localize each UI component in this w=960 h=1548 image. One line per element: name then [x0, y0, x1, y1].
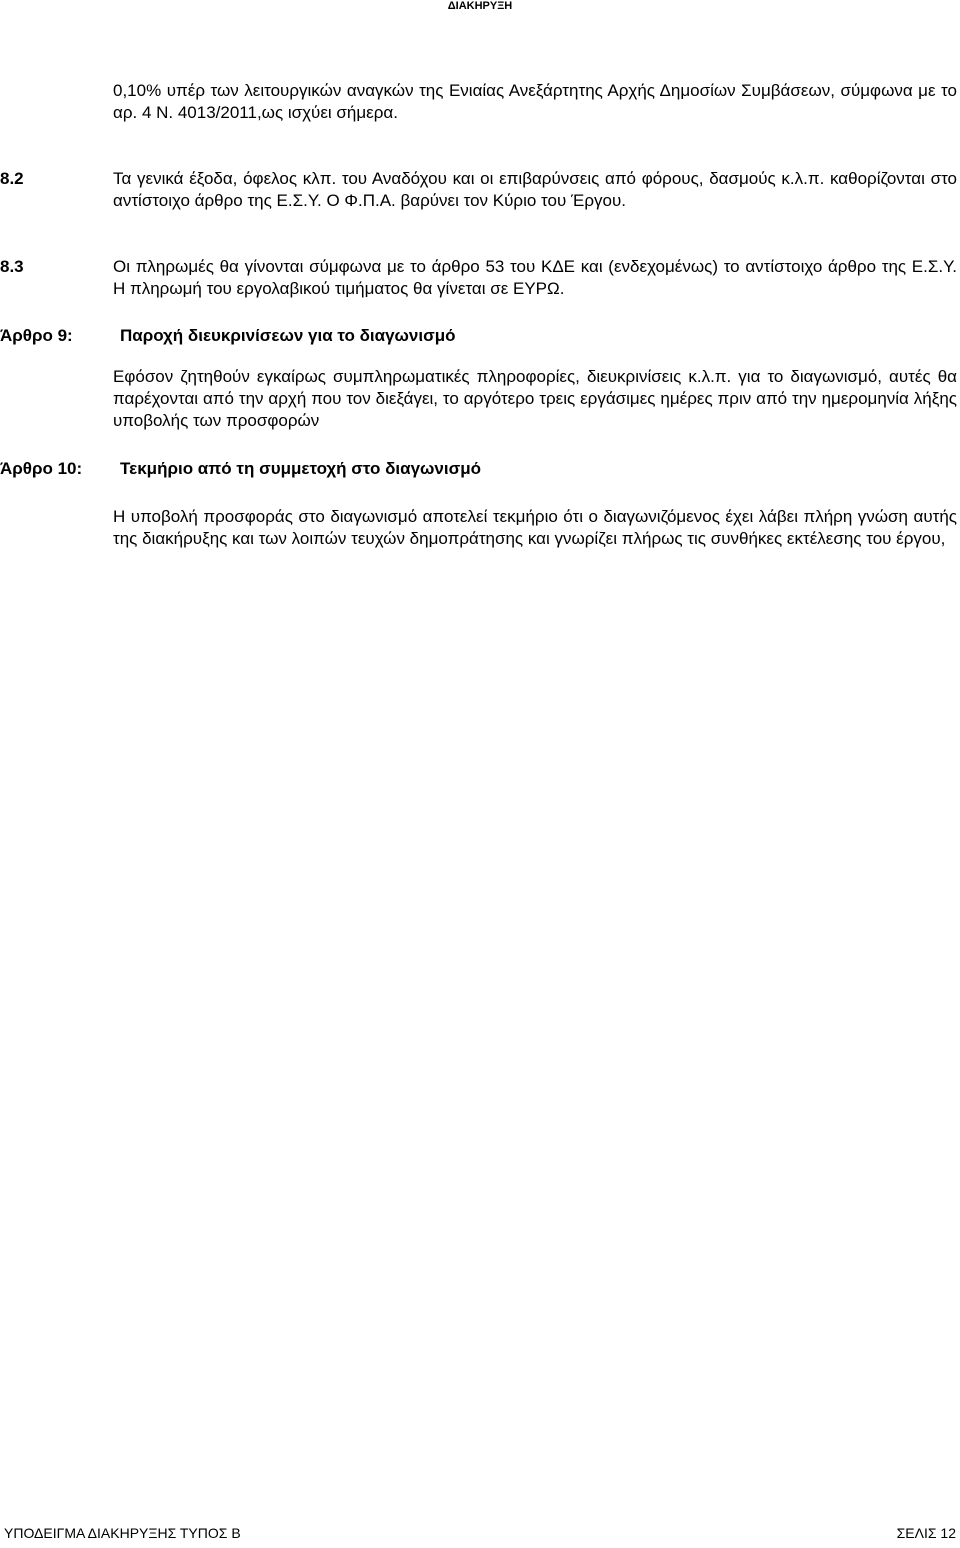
footer-document-title: ΥΠΟΔΕΙΓΜΑ ΔΙΑΚΗΡΥΞΗΣ ΤΥΠΟΣ Β: [4, 1525, 241, 1541]
section-8-2-text: Τα γενικά έξοδα, όφελος κλπ. του Αναδόχου και οι επιβαρύνσεις από φόρους, δασμούς κ.λ.π. καθορίζονται στο αντίστοιχο άρθρο της Ε.Σ.Υ. Ο Φ.Π.Α. βαρύνει τον Κύριο του Έργου.: [113, 169, 957, 210]
article-9-title: Παροχή διευκρινίσεων για το διαγωνισμό: [120, 326, 456, 345]
section-8-3-number: 8.3: [0, 257, 24, 276]
section-8-3-text: Οι πληρωμές θα γίνονται σύμφωνα με το άρθρο 53 του ΚΔΕ και (ενδεχομένως) το αντίστοιχο άρθρο της Ε.Σ.Υ. Η πληρωμή του εργολαβικού τιμήματος θα γίνεται σε ΕΥΡΩ.: [113, 257, 957, 298]
page-header: ΔΙΑΚΗΡΥΞΗ: [447, 0, 513, 12]
article-9-text: Εφόσον ζητηθούν εγκαίρως συμπληρωματικές πληροφορίες, διευκρινίσεις κ.λ.π. για το διαγωνισμό, αυτές θα παρέχονται από την αρχή που τον διεξάγει, το αργότερο τρεις εργάσιμες ημέρες πριν από την ημερομηνία λήξης υποβολής των προσφορών: [113, 367, 957, 430]
intro-paragraph: 0,10% υπέρ των λειτουργικών αναγκών της Ενιαίας Ανεξάρτητης Αρχής Δημοσίων Συμβάσεων, σύμφωνα με το αρ. 4 Ν. 4013/2011,ως ισχύει σήμερα.: [113, 81, 957, 122]
article-9-label: Άρθρο 9:: [0, 326, 73, 345]
section-8-2-number: 8.2: [0, 169, 24, 188]
article-10-title: Τεκμήριο από τη συμμετοχή στο διαγωνισμό: [120, 459, 481, 478]
article-10-label: Άρθρο 10:: [0, 459, 83, 478]
footer-page-number: ΣΕΛΙΣ 12: [896, 1525, 956, 1541]
article-10-text: Η υποβολή προσφοράς στο διαγωνισμό αποτελεί τεκμήριο ότι ο διαγωνιζόμενος έχει λάβει πλήρη γνώση αυτής της διακήρυξης και των λοιπών τευχών δημοπράτησης και γνωρίζει πλήρως τις συνθήκες εκτέλεσης του έργου,: [113, 507, 957, 548]
